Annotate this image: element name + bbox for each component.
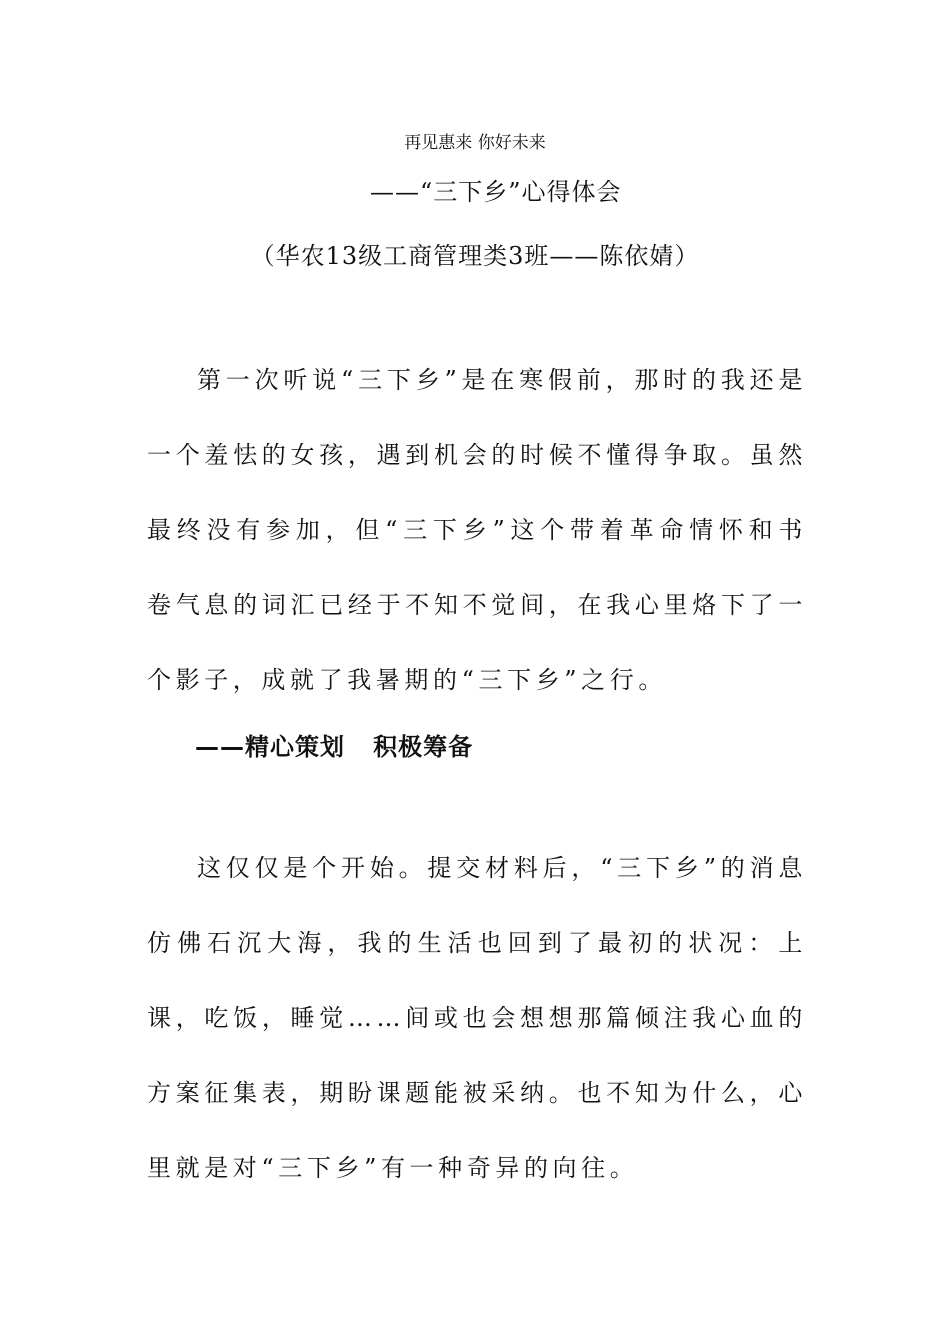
paragraph-1: 第一次听说“三下乡”是在寒假前，那时的我还是一个羞怯的女孩，遇到机会的时候不懂得争取。虽然最终没有参加，但“三下乡”这个带着革命情怀和书卷气息的词汇已经于不知不觉间，在我心里烙下了一个影子，成就了我暑期的“三下乡”之行。 <box>147 366 807 694</box>
author-line: （华农13级工商管理类3班——陈依婧） <box>250 242 700 270</box>
document-title: 再见惠来 你好未来 <box>404 133 546 153</box>
document-subtitle: ——“三下乡”心得体会 <box>370 178 622 206</box>
paragraph-2: 这仅仅是个开始。提交材料后，“三下乡”的消息仿佛石沉大海，我的生活也回到了最初的状况：上课，吃饭，睡觉……间或也会想想那篇倾注我心血的方案征集表，期盼课题能被采纳。也不知为什么，心里就是对“三下乡”有一种奇异的向往。 <box>147 854 807 1182</box>
section-heading: ——精心策划 积极筹备 <box>195 733 474 761</box>
